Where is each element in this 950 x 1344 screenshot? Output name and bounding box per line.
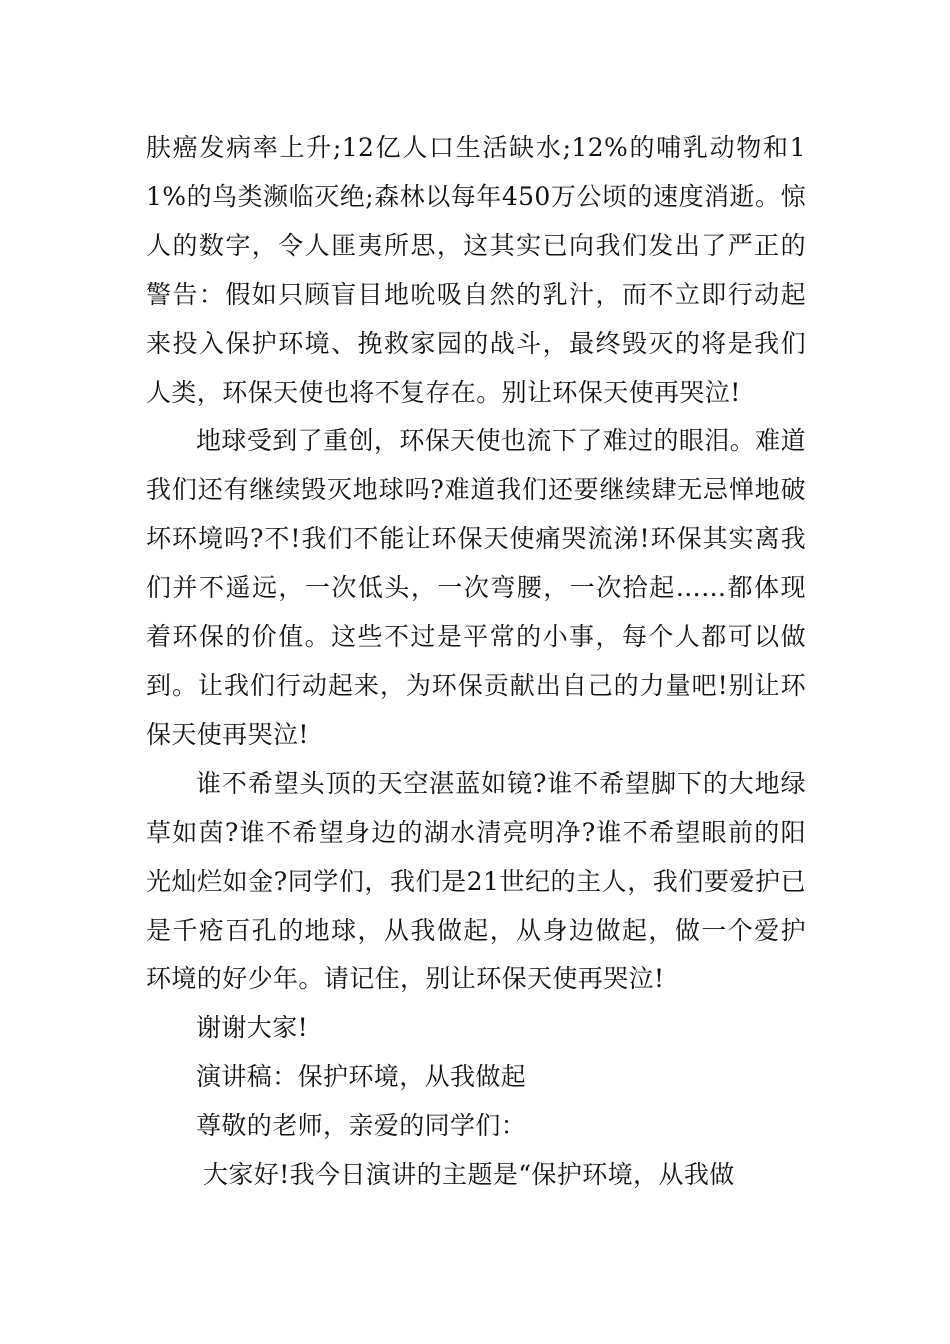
paragraph-earth-damaged: 地球受到了重创，环保天使也流下了难过的眼泪。难道我们还有继续毁灭地球吗?难道我们还要继续肆无忌惮地破坏环境吗?不!我们不能让环保天使痛哭流涕!环保其实离我们并不遥远，一次低头，一次弯腰，一次拾起……都体现着环保的价值。这些不过是平常的小事，每个人都可以做到。让我们行动起来，为环保贡献出自己的力量吧!别让环保天使再哭泣!: [146, 426, 806, 749]
paragraph-greeting: 大家好!我今日演讲的主题是“保护环境，从我做: [203, 1160, 735, 1190]
paragraph-who-does-not-hope: 谁不希望头顶的天空湛蓝如镜?谁不希望脚下的大地绿草如茵?谁不希望身边的湖水清亮明净?谁不希望眼前的阳光灿烂如金?同学们，我们是21世纪的主人，我们要爱护已是千疮百孔的地球，从我做起，从身边做起，做一个爱护环境的好少年。请记住，别让环保天使再哭泣!: [146, 768, 806, 994]
document-body: [146, 124, 806, 1200]
speech-title: 演讲稿：保护环境，从我做起: [196, 1062, 527, 1092]
speech-salutation: 尊敬的老师，亲爱的同学们：: [196, 1111, 527, 1141]
paragraph-statistics: 肤癌发病率上升;12亿人口生活缺水;12%的哺乳动物和11%的鸟类濒临灭绝;森林以每年450万公顷的速度消逝。惊人的数字，令人匪夷所思，这其实已向我们发出了严正的警告：假如只顾盲目地吮吸自然的乳汁，而不立即行动起来投入保护环境、挽救家园的战斗，最终毁灭的将是我们人类，环保天使也将不复存在。别让环保天使再哭泣!: [146, 133, 806, 407]
paragraph-thanks: 谢谢大家!: [196, 1013, 309, 1043]
